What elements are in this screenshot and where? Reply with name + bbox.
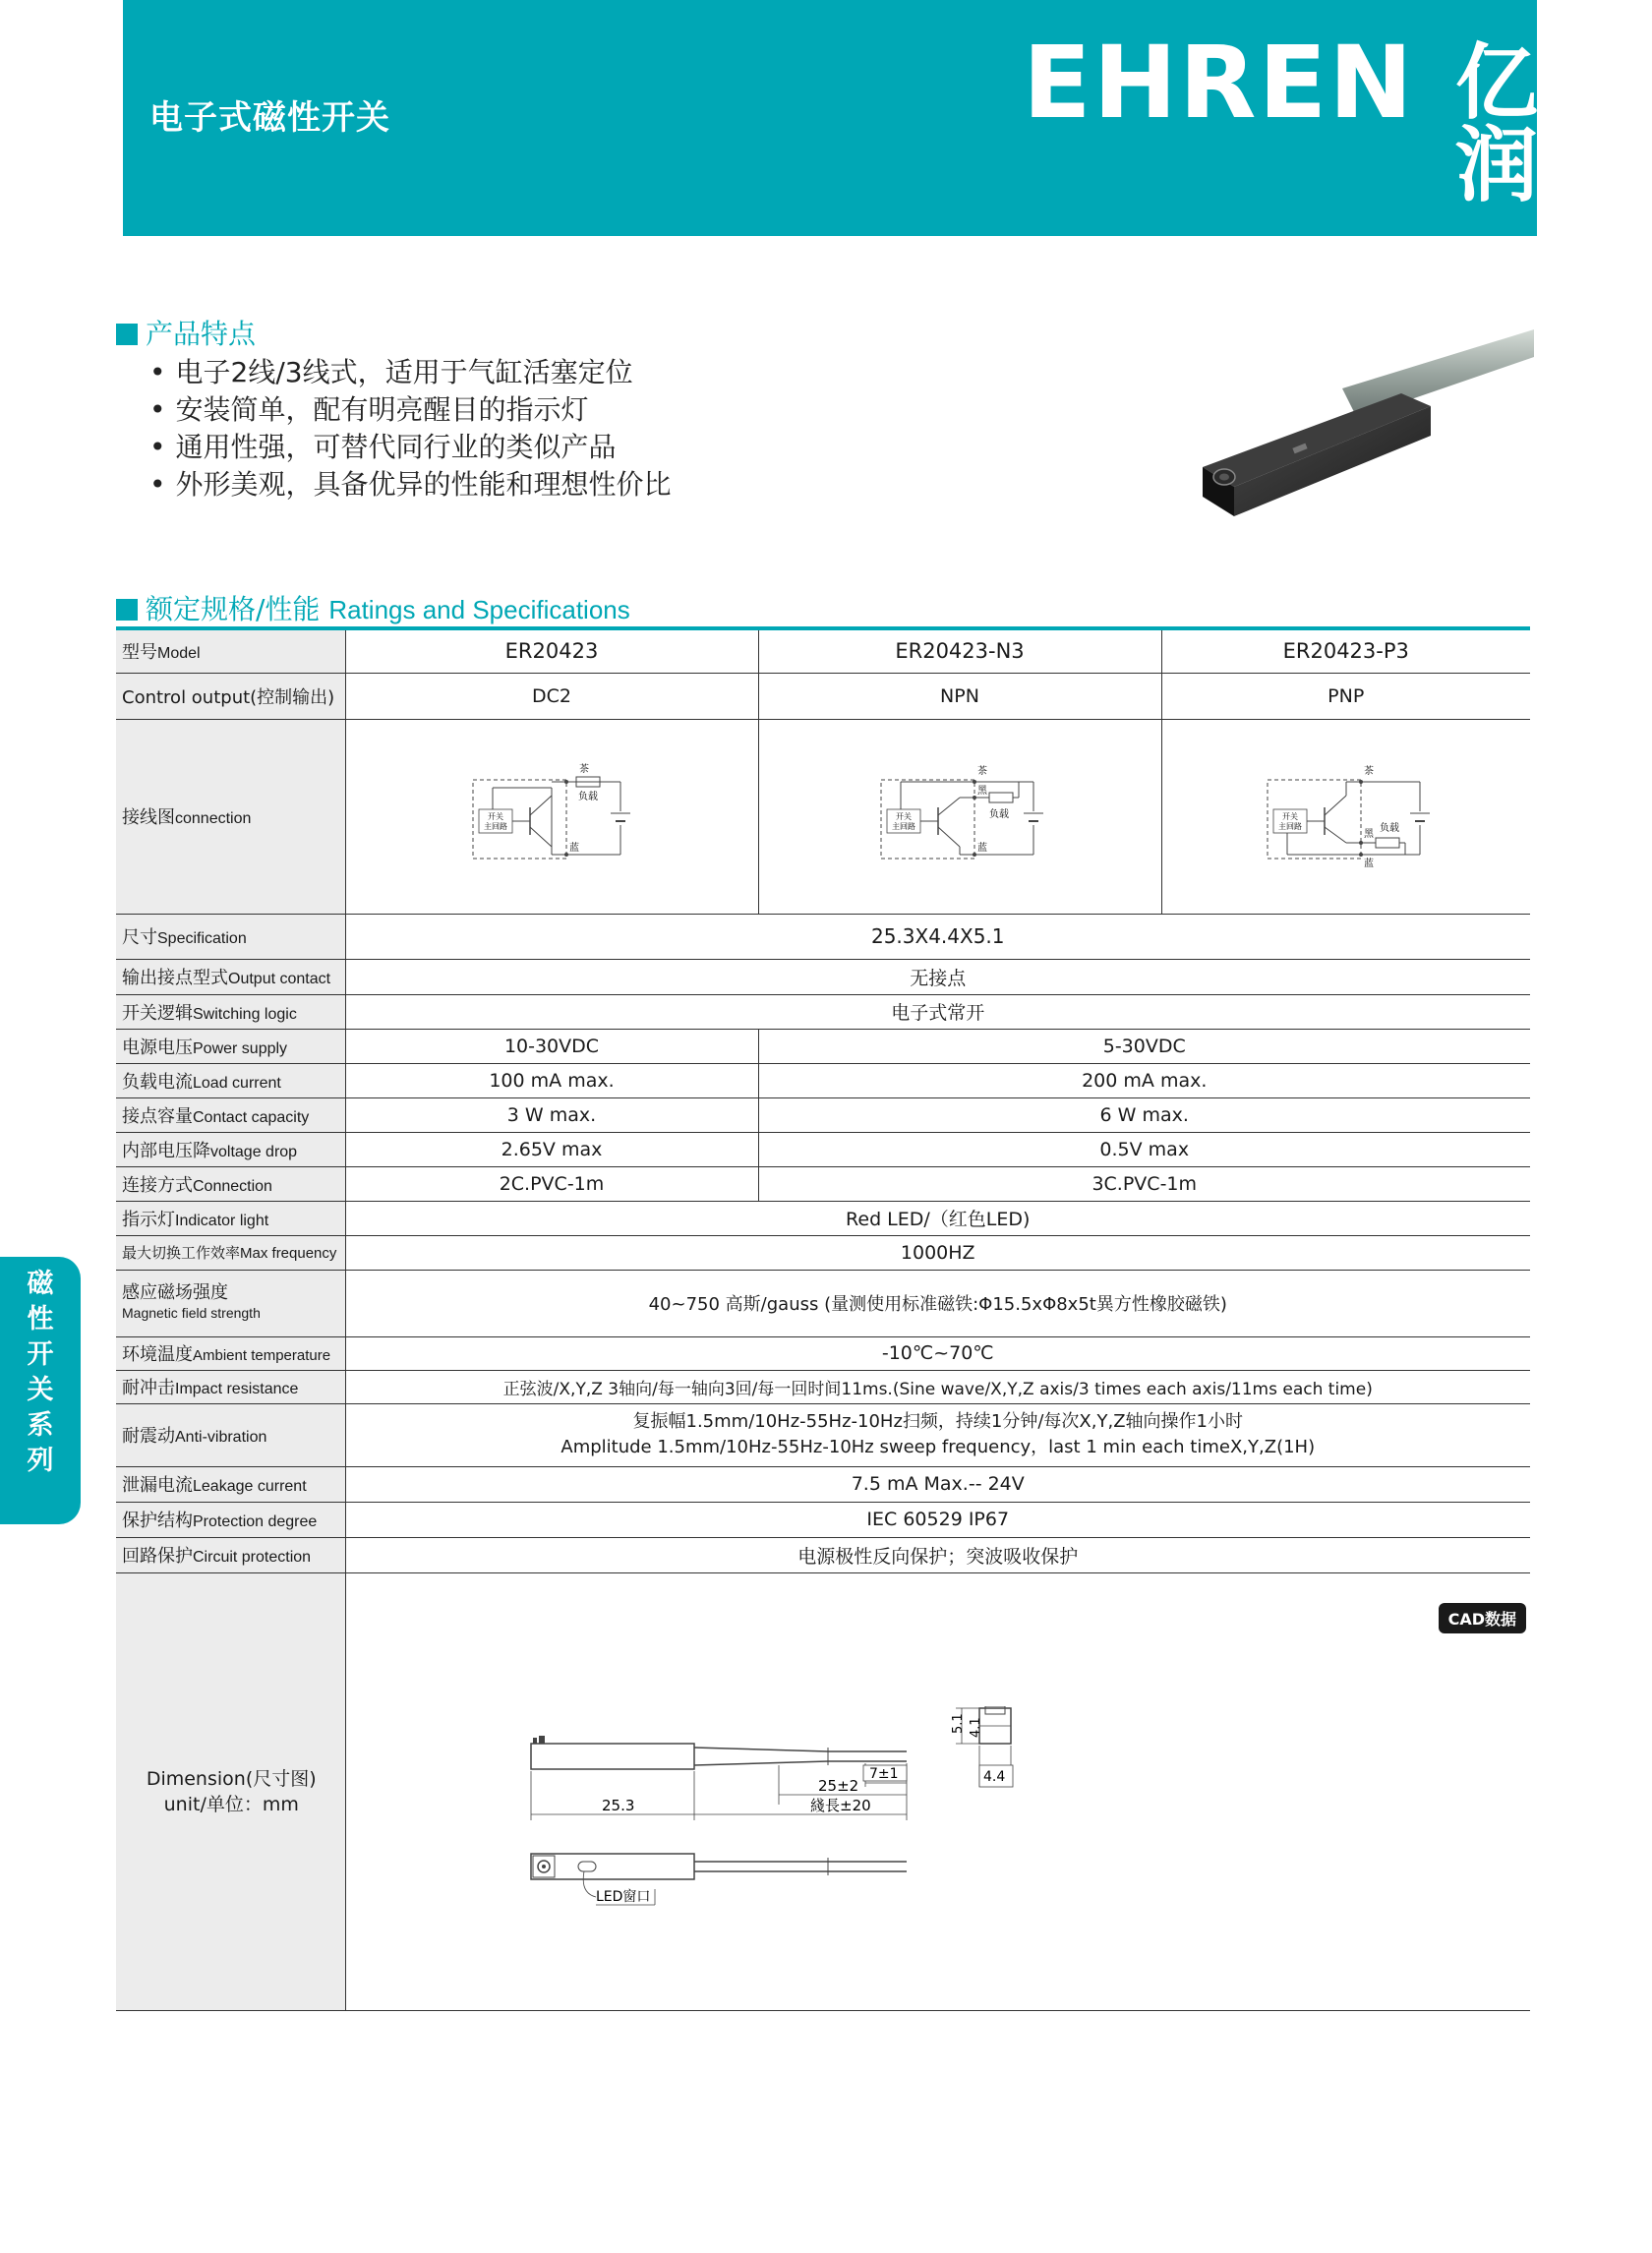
svg-text:蓝: 蓝 — [977, 842, 987, 854]
protection-value: IEC 60529 IP67 — [345, 1502, 1530, 1537]
power-supply-value: 10-30VDC — [345, 1029, 758, 1063]
svg-text:4.4: 4.4 — [982, 1768, 1005, 1785]
table-row — [116, 914, 1530, 959]
svg-text:4.1: 4.1 — [968, 1716, 983, 1738]
wiring-diagram-pnp — [1161, 719, 1530, 914]
power-supply-value: 5-30VDC — [758, 1029, 1530, 1063]
voltage-drop-value: 2.65V max — [345, 1132, 758, 1166]
spec-table — [116, 626, 1530, 2011]
brand-logo-en: EHREN — [1023, 25, 1415, 142]
feature-item: • 通用性强，可替代同行业的类似产品 — [149, 429, 672, 466]
row-label: 型号Model — [116, 628, 345, 673]
row-label: 输出接点型式Output contact — [116, 959, 345, 994]
specs-title-en: Ratings and Specifications — [328, 595, 630, 624]
side-category-tab[interactable] — [0, 1257, 81, 1524]
square-icon — [116, 599, 138, 621]
svg-text:主回路: 主回路 — [484, 821, 507, 831]
side-tab-char: 开 — [27, 1339, 54, 1370]
model-cell: ER20423-N3 — [758, 628, 1161, 673]
table-row — [116, 1029, 1530, 1063]
row-label: Control output(控制输出) — [116, 673, 345, 719]
svg-text:开关: 开关 — [896, 811, 912, 821]
vibration-line-cn: 复振幅1.5mm/10Hz-55Hz-10Hz扫频，持续1分钟/每次X,Y,Z轴向操作1小时 — [632, 1411, 1243, 1432]
specs-heading — [116, 588, 630, 627]
features-title: 产品特点 — [146, 318, 257, 350]
circuit-diagram — [1258, 760, 1435, 868]
connection-value: 3C.PVC-1m — [758, 1166, 1530, 1201]
row-label: 感应磁场强度 Magnetic field strength — [116, 1270, 345, 1336]
row-label: 尺寸Specification — [116, 914, 345, 959]
svg-text:开关: 开关 — [1281, 811, 1298, 821]
feature-item: • 安装简单，配有明亮醒目的指示灯 — [149, 391, 672, 429]
switching-logic-value: 电子式常开 — [345, 994, 1530, 1029]
table-row — [116, 1166, 1530, 1201]
table-row — [116, 719, 1530, 914]
row-label: 开关逻辑Switching logic — [116, 994, 345, 1029]
voltage-drop-value: 0.5V max — [758, 1132, 1530, 1166]
output-contact-value: 无接点 — [345, 959, 1530, 994]
row-label: 回路保护Circuit protection — [116, 1537, 345, 1572]
svg-text:负载: 负载 — [1379, 822, 1399, 834]
table-row — [116, 1270, 1530, 1336]
svg-text:黑: 黑 — [1363, 828, 1374, 840]
row-label: 泄漏电流Leakage current — [116, 1466, 345, 1502]
vibration-line-en: Amplitude 1.5mm/10Hz-55Hz-10Hz sweep frequency，last 1 min each timeX,Y,Z(1H) — [560, 1437, 1316, 1457]
load-current-value: 200 mA max. — [758, 1063, 1530, 1097]
dimension-drawing — [523, 1706, 1074, 1942]
table-row — [116, 1097, 1530, 1132]
table-row — [116, 1201, 1530, 1235]
connection-value: 2C.PVC-1m — [345, 1166, 758, 1201]
max-frequency-value: 1000HZ — [345, 1235, 1530, 1270]
dimension-drawing-cell — [345, 1572, 1530, 2010]
contact-capacity-value: 6 W max. — [758, 1097, 1530, 1132]
square-icon — [116, 324, 138, 345]
table-row — [116, 1370, 1530, 1403]
row-label: 指示灯Indicator light — [116, 1201, 345, 1235]
svg-text:蓝: 蓝 — [569, 842, 579, 854]
side-tab-char: 关 — [27, 1375, 54, 1405]
features-list — [149, 354, 672, 504]
indicator-value: Red LED/（红色LED) — [345, 1201, 1530, 1235]
side-tab-char: 系 — [27, 1410, 54, 1441]
side-tab-char: 列 — [27, 1446, 54, 1476]
row-label: 负载电流Load current — [116, 1063, 345, 1097]
svg-text:7±1: 7±1 — [868, 1765, 899, 1782]
svg-text:蓝: 蓝 — [1363, 858, 1374, 868]
table-row — [116, 959, 1530, 994]
table-row — [116, 1132, 1530, 1166]
svg-text:25.3: 25.3 — [601, 1796, 634, 1814]
table-row — [116, 1537, 1530, 1572]
table-row — [116, 673, 1530, 719]
row-label: 内部电压降voltage drop — [116, 1132, 345, 1166]
impact-value: 正弦波/X,Y,Z 3轴向/每一轴向3回/每一回时间11ms.(Sine wave/X,Y,Z axis/3 times each axis/11ms each time) — [345, 1370, 1530, 1403]
table-row — [116, 1466, 1530, 1502]
row-label: 连接方式Connection — [116, 1166, 345, 1201]
table-row — [116, 1336, 1530, 1370]
row-label: 环境温度Ambient temperature — [116, 1336, 345, 1370]
feature-item: • 电子2线/3线式，适用于气缸活塞定位 — [149, 354, 672, 391]
table-row — [116, 1572, 1530, 2010]
row-label: 接线图connection — [116, 719, 345, 914]
table-row — [116, 1063, 1530, 1097]
svg-text:5.1: 5.1 — [950, 1712, 966, 1734]
contact-capacity-value: 3 W max. — [345, 1097, 758, 1132]
model-cell: ER20423-P3 — [1161, 628, 1530, 673]
table-row — [116, 628, 1530, 673]
svg-text:茶: 茶 — [579, 763, 589, 775]
output-cell: NPN — [758, 673, 1161, 719]
svg-text:主回路: 主回路 — [892, 821, 915, 831]
svg-text:25±2: 25±2 — [817, 1776, 858, 1795]
svg-text:茶: 茶 — [1363, 765, 1374, 777]
vibration-value — [345, 1403, 1530, 1466]
table-row — [116, 1403, 1530, 1466]
circuit-protection-value: 电源极性反向保护；突波吸收保护 — [345, 1537, 1530, 1572]
size-value: 25.3X4.4X5.1 — [345, 914, 1530, 959]
ambient-temp-value: -10℃~70℃ — [345, 1336, 1530, 1370]
row-label: 耐震动Anti-vibration — [116, 1403, 345, 1466]
output-cell: PNP — [1161, 673, 1530, 719]
row-label: 保护结构Protection degree — [116, 1502, 345, 1537]
table-row — [116, 994, 1530, 1029]
svg-text:负载: 负载 — [578, 791, 598, 802]
side-tab-char: 磁 — [27, 1269, 54, 1299]
svg-text:主回路: 主回路 — [1277, 821, 1302, 831]
load-current-value: 100 mA max. — [345, 1063, 758, 1097]
row-label: 最大切换工作效率Max frequency — [116, 1235, 345, 1270]
svg-text:开关: 开关 — [488, 811, 503, 821]
circuit-diagram — [871, 760, 1048, 868]
features-heading — [116, 313, 256, 352]
magnetic-value: 40~750 高斯/gauss (量测使用标准磁铁:Φ15.5xΦ8x5t異方性橡胶磁铁) — [345, 1270, 1530, 1336]
output-cell: DC2 — [345, 673, 758, 719]
side-tab-char: 性 — [27, 1304, 54, 1334]
row-label: 耐冲击Impact resistance — [116, 1370, 345, 1403]
dimension-label: Dimension(尺寸图) unit/单位：mm — [116, 1572, 345, 2010]
page-title: 电子式磁性开关 — [149, 98, 390, 138]
specs-title-cn: 额定规格/性能 — [146, 593, 321, 625]
table-row — [116, 1502, 1530, 1537]
row-label: 电源电压Power supply — [116, 1029, 345, 1063]
svg-text:綫長±20: 綫長±20 — [809, 1796, 871, 1814]
svg-text:LED窗口: LED窗口 — [595, 1888, 650, 1905]
svg-text:茶: 茶 — [977, 765, 987, 777]
table-row — [116, 1235, 1530, 1270]
wiring-diagram-dc2 — [345, 719, 758, 914]
product-photo — [1195, 320, 1539, 556]
svg-text:黑: 黑 — [977, 785, 987, 797]
brand-logo-cn: 亿润 — [1455, 34, 1539, 213]
wiring-diagram-npn — [758, 719, 1161, 914]
leakage-value: 7.5 mA Max.-- 24V — [345, 1466, 1530, 1502]
svg-text:负载: 负载 — [989, 808, 1009, 820]
cad-data-button[interactable]: CAD数据 — [1439, 1603, 1526, 1633]
row-label: 接点容量Contact capacity — [116, 1097, 345, 1132]
feature-item: • 外形美观，具备优异的性能和理想性价比 — [149, 466, 672, 504]
model-cell: ER20423 — [345, 628, 758, 673]
circuit-diagram — [463, 760, 640, 868]
